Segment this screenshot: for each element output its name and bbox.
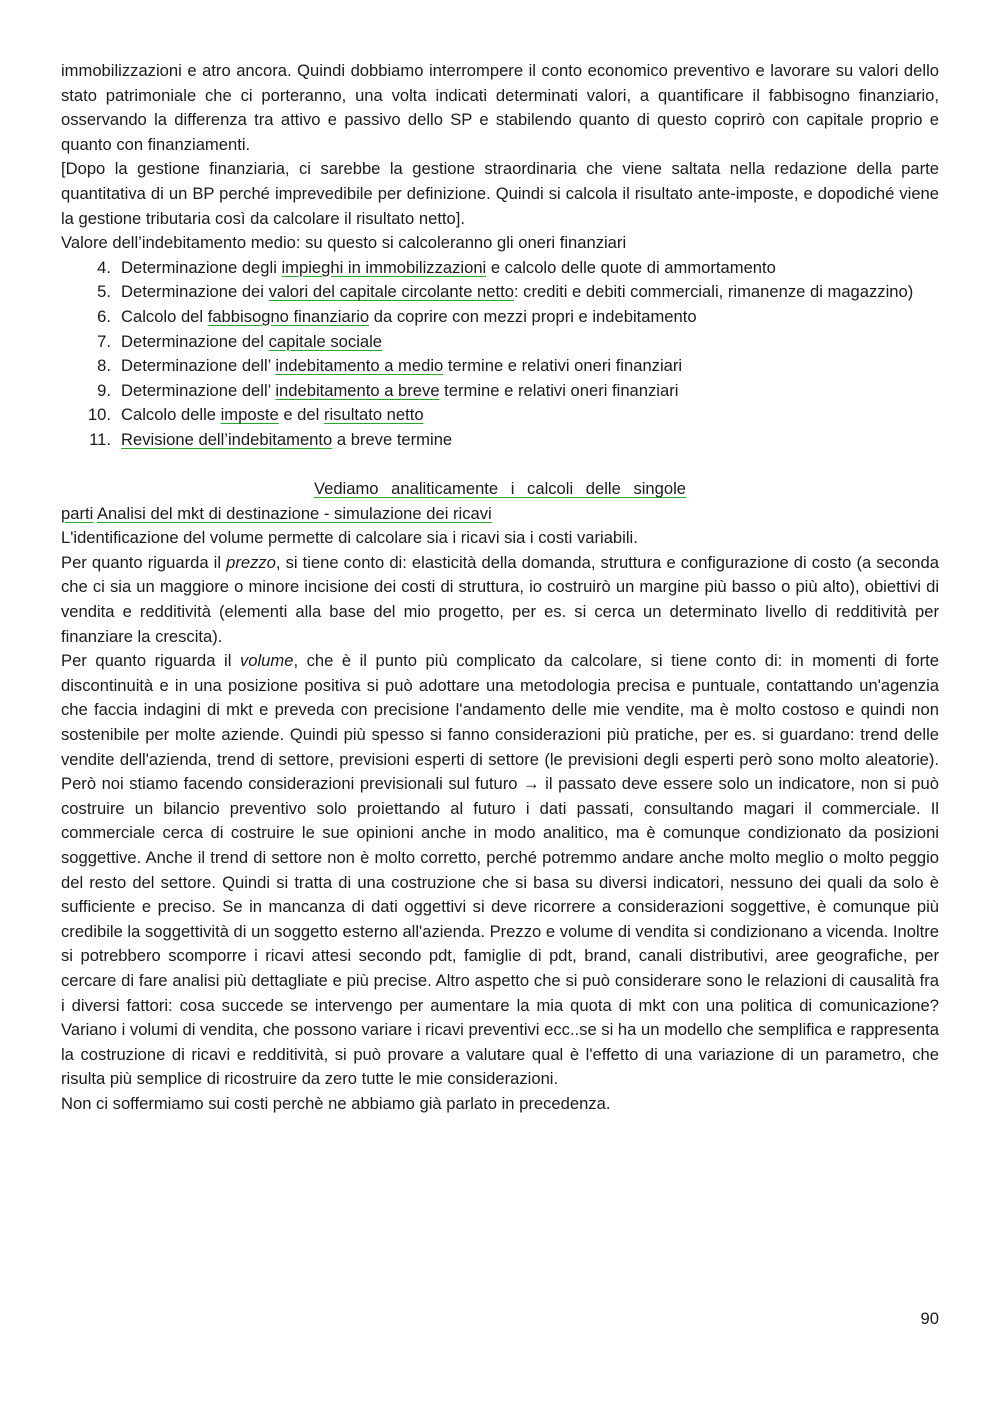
link-fabbisogno[interactable]: fabbisogno finanziario — [207, 306, 370, 326]
link-imposte[interactable]: imposte — [220, 405, 279, 425]
link-parti[interactable]: parti — [61, 503, 94, 523]
list-item: 9. Determinazione dell’ indebitamento a breve termine e relativi oneri finanziari — [97, 380, 679, 400]
section-subheading — [61, 502, 939, 527]
document-page — [61, 59, 939, 1117]
link-indebitamento-breve[interactable]: indebitamento a breve — [275, 380, 440, 400]
paragraph-volume-identification: L'identificazione del volume permette di calcolare sia i ricavi sia i costi variabili. — [61, 528, 638, 548]
list-item: 4. Determinazione degli impieghi in immobilizzazioni e calcolo delle quote di ammortamento — [97, 257, 776, 277]
link-risultato-netto[interactable]: risultato netto — [323, 405, 424, 425]
link-revisione-indebitamento[interactable]: Revisione dell’indebitamento — [121, 429, 333, 449]
link-capitale-sociale[interactable]: capitale sociale — [268, 331, 383, 351]
list-item: 11. Revisione dell’indebitamento a breve termine — [89, 429, 453, 449]
paragraph-volume: Per quanto riguarda il volume, che è il punto più complicato da calcolare, si tiene conto di: in momenti di forte discontinuità e in una posizione positiva si può adottare una metodologia precisa e puntuale, contattando un'agenzia che faccia indagini di mkt e preveda con precisione l'andamento delle mie vendite, ma è molto costoso e quindi non sostenibile per molte aziende. Quindi più spesso si fanno considerazioni più pratiche, per es. si guardano: trend delle vendite dell'azienda, trend di settore, previsioni esperti di settore (le previsioni degli esperti però sono molto aleatorie). Però noi stiamo facendo considerazioni previsionali sul futuro → il passato deve essere solo un indicatore, non si può costruire un bilancio preventivo solo proiettando al futuro i dati passati, consultando magari il commerciale. Il commerciale cerca di costruire le sue opinioni anche in modo analitico, ma è comunque condizionato da posizioni soggettive. Anche il trend di settore non è molto corretto, perché potremmo andare anche molto meglio o molto peggio del resto del settore. Quindi si tratta di una costruzione che si basa su diversi indicatori, nessuno dei quali da solo è sufficiente e preciso. Se in mancanza di dati oggettivi si deve ricorrere a considerazioni soggettive, è comunque più credibile la soggettività di un soggetto esterno all'azienda. Prezzo e volume di vendita si condizionano a vicenda. Inoltre si potrebbero scomporre i ricavi attesi secondo pdt, famiglie di pdt, brand, canali distributivi, aree geografiche, per cercare di fare analisi più dettagliate e più precise. Altro aspetto che si può considerare sono le relazioni di causalità fra i diversi fattori: cosa succede se intervengo per aumentare la mia quota di mkt con una politica di comunicazione? Variano i volumi di vendita, che possono variare i ricavi preventivi ecc..se si ha un modello che semplifica e rappresenta la costruzione di ricavi e redditività, si può provare a valutare qual è l'effetto di una variazione di un parametro, che risulta più semplice di ricostruire da zero tutte le mie considerazioni. — [61, 651, 939, 1089]
list-item: 8. Determinazione dell’ indebitamento a medio termine e relativi oneri finanziari — [97, 356, 683, 376]
list-item: 5. Determinazione dei valori del capitale circolante netto: crediti e debiti commerciali, rimanenze di magazzino) — [97, 282, 914, 302]
list-item: 7. Determinazione del capitale sociale — [97, 331, 383, 351]
steps-list — [61, 256, 939, 453]
link-impieghi[interactable]: impieghi in immobilizzazioni — [281, 257, 487, 277]
list-item: 10. Calcolo delle imposte e del risultato netto — [87, 405, 424, 425]
paragraph-note: [Dopo la gestione finanziaria, ci sarebbe la gestione straordinaria che viene saltata nella redazione della parte quantitativa di un BP perché imprevedibile per definizione. Quindi si calcola il risultato ante-imposte, e dopodiché viene la gestione tributaria così da calcolare il risultato netto]. — [61, 159, 939, 228]
paragraph-prezzo: Per quanto riguarda il prezzo, si tiene conto di: elasticità della domanda, struttura e configurazione di costo (a seconda che ci sia un maggiore o minore incisione dei costi di struttura, io costruirò un margine più basso o più alto), obiettivi di vendita e redditività (elementi alla base del mio progetto, per es. si cerca un determinato livello di redditività per finanziare la crescita). — [61, 552, 939, 646]
link-capitale-circolante[interactable]: valori del capitale circolante netto — [268, 282, 514, 302]
paragraph-indebitamento: Valore dell’indebitamento medio: su questo si calcoleranno gli oneri finanziari — [61, 233, 627, 253]
paragraph-intro: immobilizzazioni e atro ancora. Quindi dobbiamo interrompere il conto economico preventivo e lavorare su valori dello stato patrimoniale che ci porteranno, una volta indicati determinati valori, a quantificare il fabbisogno finanziario, osservando la differenza tra attivo e passivo dello SP e stabilendo quanto di questo coprirò con capitale proprio e quanto con finanziamenti. — [61, 61, 939, 154]
link-indebitamento-medio[interactable]: indebitamento a medio — [275, 356, 444, 376]
list-item: 6. Calcolo del fabbisogno finanziario da coprire con mezzi propri e indebitamento — [97, 306, 697, 326]
paragraph-costi: Non ci soffermiamo sui costi perchè ne abbiamo già parlato in precedenza. — [61, 1093, 611, 1113]
page-number: 90 — [920, 1309, 939, 1328]
section-heading: Vediamo analiticamente i calcoli delle singole — [313, 479, 687, 499]
link-analisi-mkt[interactable]: Analisi del mkt di destinazione - simulazione dei ricavi — [96, 503, 492, 523]
